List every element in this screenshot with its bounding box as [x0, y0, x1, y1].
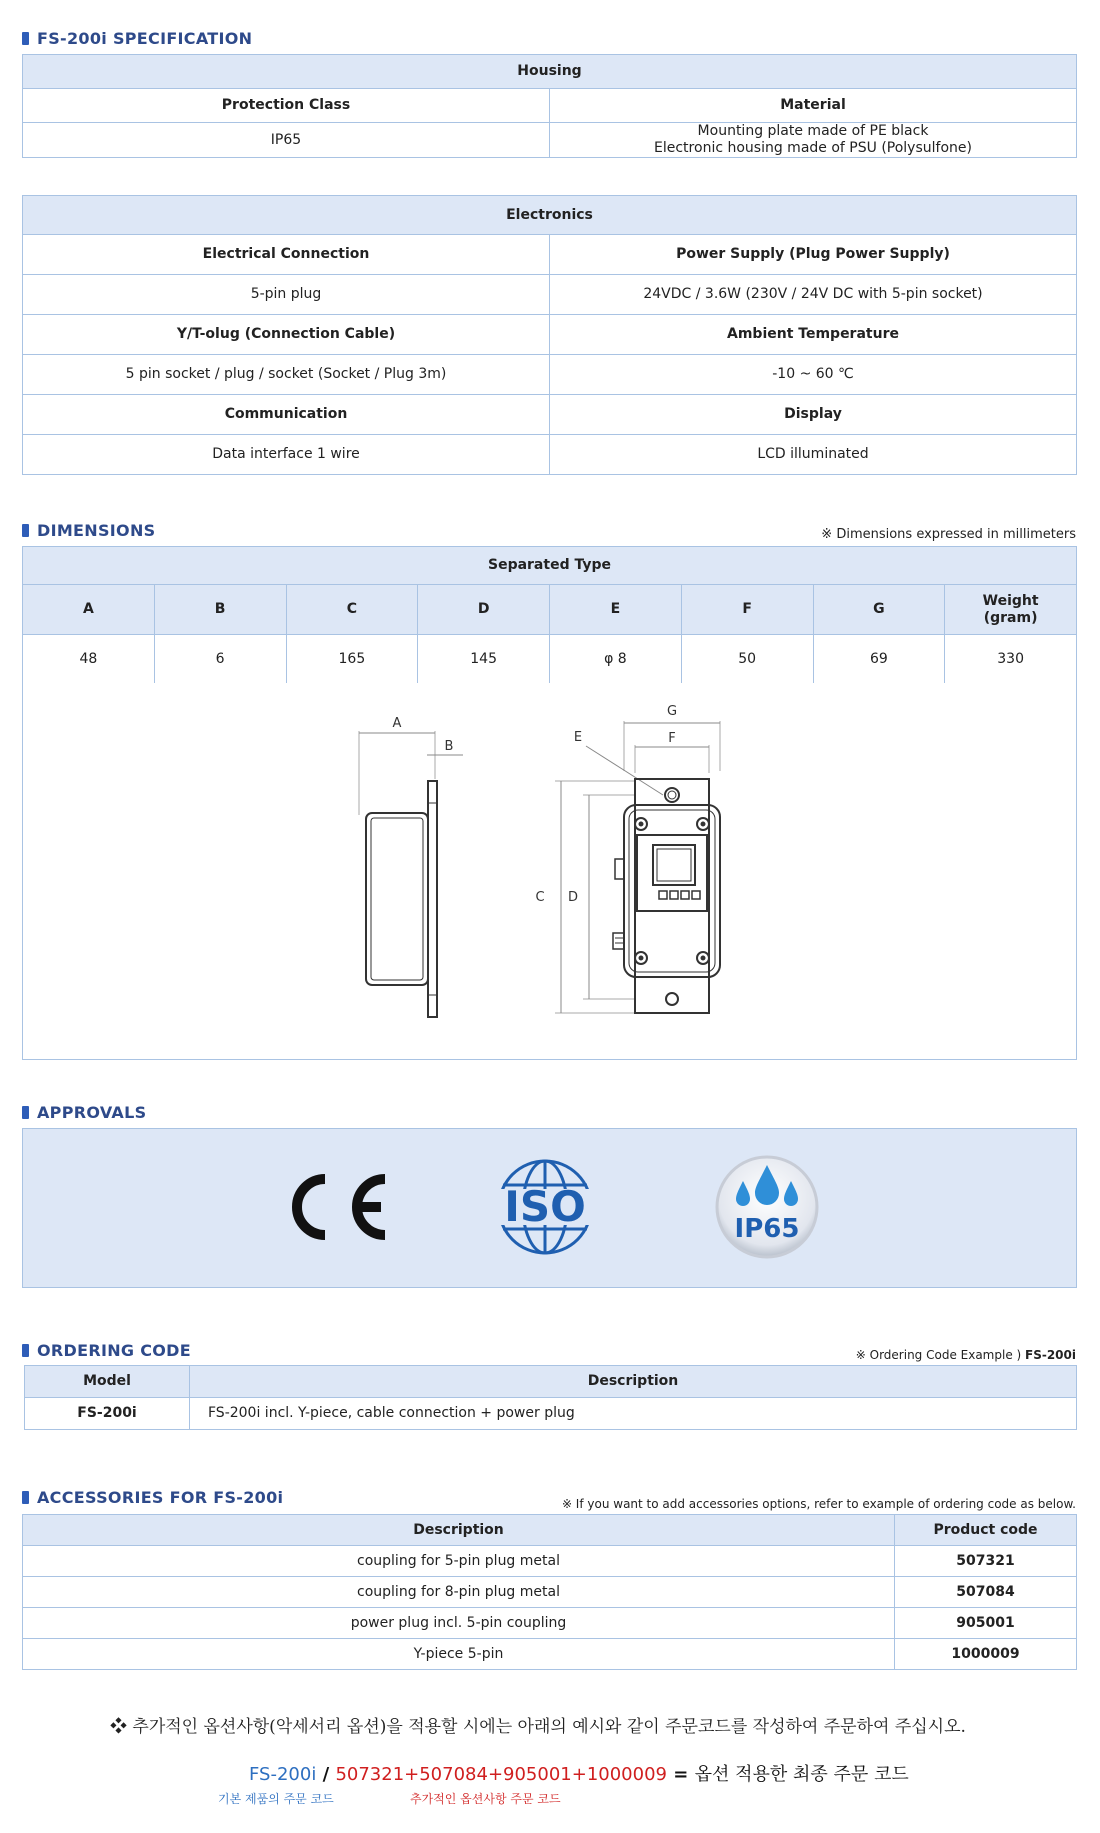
dim-value-c: 165 — [286, 635, 418, 684]
dim-value-b: 6 — [154, 635, 286, 684]
ip65-logo — [713, 1153, 821, 1261]
label-e: E — [573, 730, 583, 745]
ambient-temperature-value: -10 ~ 60 ℃ — [550, 355, 1077, 395]
separated-type-header: Separated Type — [23, 547, 1077, 585]
ordering-col-desc: Description — [190, 1366, 1077, 1398]
front-view-drawing — [535, 704, 720, 1013]
dim-value-e: φ 8 — [550, 635, 682, 684]
ordering-formula: FS-200i / 507321+507084+905001+1000009 = 옵션 적용한 최종 주문 코드 — [249, 1764, 909, 1785]
final-code-label: 옵션 적용한 최종 주문 코드 — [694, 1764, 909, 1785]
dim-col-e: E — [550, 585, 682, 635]
approvals-section-title: APPROVALS — [22, 1103, 146, 1122]
iso-logo — [489, 1157, 601, 1257]
protection-class-label: Protection Class — [23, 89, 550, 123]
iso-logo-text: ISO — [504, 1182, 586, 1231]
ordering-model-value: FS-200i — [25, 1398, 190, 1430]
communication-label: Communication — [23, 395, 550, 435]
approvals-panel — [22, 1128, 1077, 1288]
communication-value: Data interface 1 wire — [23, 435, 550, 475]
label-g: G — [666, 704, 678, 719]
dim-value-g: 69 — [813, 635, 945, 684]
ordering-col-model: Model — [25, 1366, 190, 1398]
accessory-desc: power plug incl. 5-pin coupling — [23, 1608, 895, 1639]
table-row — [23, 1577, 1077, 1608]
dim-col-f: F — [681, 585, 813, 635]
material-value: Mounting plate made of PE black Electronic housing made of PSU (Polysulfone) — [550, 123, 1077, 158]
dimensions-table — [22, 546, 1077, 684]
dim-value-weight: 330 — [945, 635, 1077, 684]
ordering-notice: ❖ 추가적인 옵션사항(악세서리 옵션)을 적용할 시에는 아래의 예시와 같이 주문코드를 작성하여 주문하여 주십시오. — [110, 1717, 966, 1737]
label-d: D — [567, 890, 579, 905]
dim-col-c: C — [286, 585, 418, 635]
ordering-section-title: ORDERING CODE — [22, 1341, 191, 1360]
accessory-desc: coupling for 8-pin plug metal — [23, 1577, 895, 1608]
section-marker-icon — [22, 524, 29, 537]
section-marker-icon — [22, 1344, 29, 1357]
ordering-table — [24, 1365, 1077, 1430]
accessory-code: 507084 — [895, 1577, 1077, 1608]
option-codes: 507321+507084+905001+1000009 — [335, 1764, 667, 1785]
section-marker-icon — [22, 1491, 29, 1504]
dim-col-b: B — [154, 585, 286, 635]
label-c: C — [535, 890, 545, 905]
spec-section-title: FS-200i SPECIFICATION — [22, 29, 252, 48]
accessory-code: 905001 — [895, 1608, 1077, 1639]
dimension-drawing — [23, 683, 1076, 1059]
side-view-drawing — [359, 716, 463, 1017]
protection-class-value: IP65 — [23, 123, 550, 158]
accessories-col-desc: Description — [23, 1515, 895, 1546]
connection-cable-value: 5 pin socket / plug / socket (Socket / Plug 3m) — [23, 355, 550, 395]
electronics-table — [22, 195, 1077, 475]
section-marker-icon — [22, 32, 29, 45]
accessories-col-code: Product code — [895, 1515, 1077, 1546]
housing-header: Housing — [23, 55, 1077, 89]
dim-value-a: 48 — [23, 635, 155, 684]
electrical-connection-value: 5-pin plug — [23, 275, 550, 315]
dim-col-d: D — [418, 585, 550, 635]
electrical-connection-label: Electrical Connection — [23, 235, 550, 275]
dim-value-d: 145 — [418, 635, 550, 684]
dim-col-g: G — [813, 585, 945, 635]
label-f: F — [668, 731, 676, 746]
power-supply-value: 24VDC / 3.6W (230V / 24V DC with 5-pin socket) — [550, 275, 1077, 315]
electronics-header: Electronics — [23, 196, 1077, 235]
accessory-desc: coupling for 5-pin plug metal — [23, 1546, 895, 1577]
material-label: Material — [550, 89, 1077, 123]
accessory-desc: Y-piece 5-pin — [23, 1639, 895, 1670]
accessory-code: 507321 — [895, 1546, 1077, 1577]
display-label: Display — [550, 395, 1077, 435]
section-marker-icon — [22, 1106, 29, 1119]
ordering-desc-value: FS-200i incl. Y-piece, cable connection + power plug — [190, 1398, 1077, 1430]
ce-mark-logo — [285, 1171, 391, 1243]
accessories-table — [22, 1514, 1077, 1670]
dim-value-f: 50 — [681, 635, 813, 684]
label-b: B — [444, 739, 454, 754]
ip65-logo-text: IP65 — [734, 1214, 800, 1244]
base-code-caption: 기본 제품의 주문 코드 — [218, 1792, 334, 1806]
accessory-code: 1000009 — [895, 1639, 1077, 1670]
dimensions-note: ※ Dimensions expressed in millimeters — [821, 527, 1076, 542]
accessories-section-title: ACCESSORIES FOR FS-200i — [22, 1488, 283, 1507]
ordering-note: ※ Ordering Code Example ) FS-200i — [855, 1348, 1076, 1362]
power-supply-label: Power Supply (Plug Power Supply) — [550, 235, 1077, 275]
option-code-caption: 추가적인 옵션사항 주문 코드 — [410, 1792, 561, 1806]
housing-table — [22, 54, 1077, 158]
dim-col-weight: Weight (gram) — [945, 585, 1077, 635]
table-row — [23, 1639, 1077, 1670]
dimensions-section-title: DIMENSIONS — [22, 521, 155, 540]
dimension-drawing-box — [22, 683, 1077, 1060]
accessories-note: ※ If you want to add accessories options, refer to example of ordering code as below. — [561, 1497, 1076, 1511]
label-a: A — [392, 716, 402, 731]
connection-cable-label: Y/T-olug (Connection Cable) — [23, 315, 550, 355]
table-row — [23, 1608, 1077, 1639]
table-row — [23, 1546, 1077, 1577]
display-value: LCD illuminated — [550, 435, 1077, 475]
ambient-temperature-label: Ambient Temperature — [550, 315, 1077, 355]
dim-col-a: A — [23, 585, 155, 635]
base-code: FS-200i — [249, 1764, 317, 1785]
